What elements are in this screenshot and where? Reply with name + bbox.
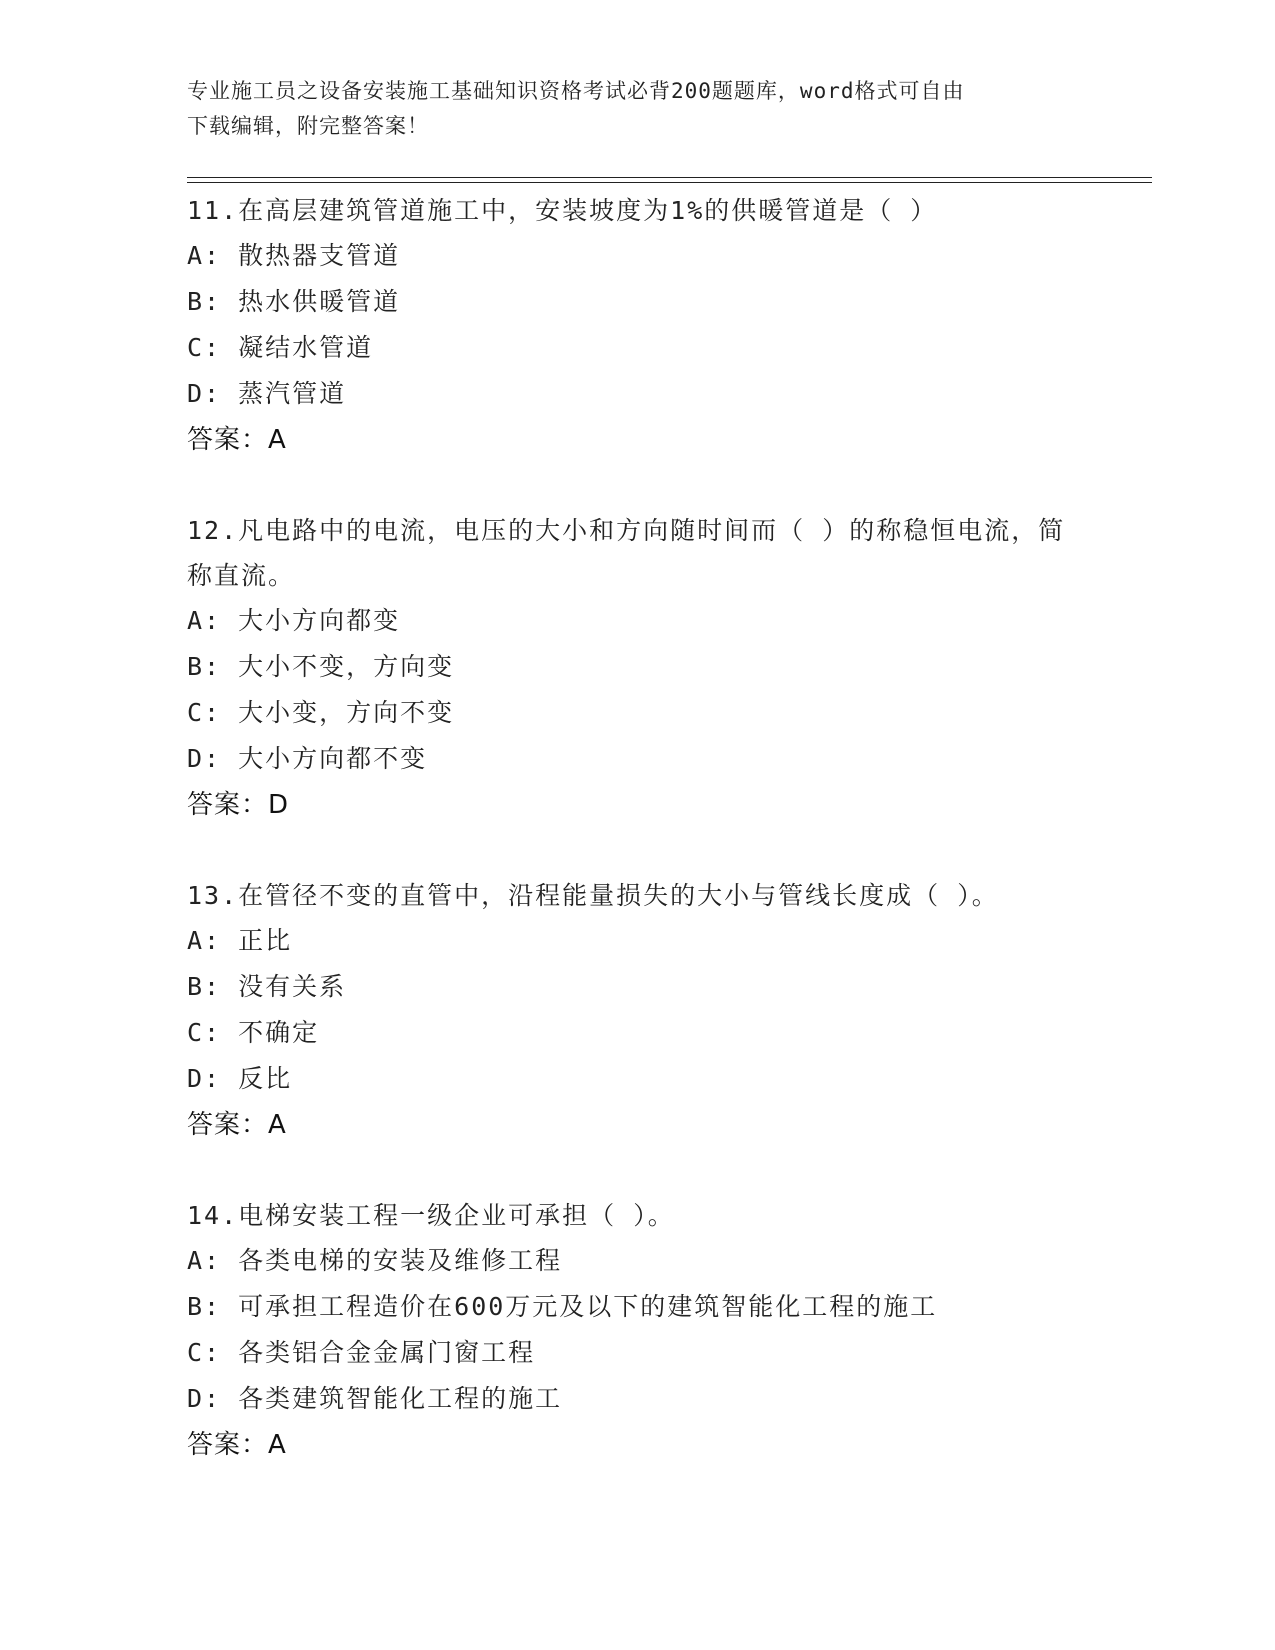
question-12 (187, 508, 1087, 828)
question-stem: 14.电梯安装工程一级企业可承担（ ）。 (187, 1201, 675, 1230)
option-c: C: 各类铝合金金属门窗工程 (187, 1338, 536, 1367)
option-b: B: 没有关系 (187, 972, 347, 1001)
option-b: B: 热水供暖管道 (187, 287, 401, 316)
header-line-2: 下载编辑，附完整答案！ (187, 114, 429, 138)
question-13 (187, 873, 1087, 1148)
question-stem: 13.在管径不变的直管中，沿程能量损失的大小与管线长度成（ ）。 (187, 881, 999, 910)
header-divider-bottom (187, 182, 1152, 183)
option-a: A: 大小方向都变 (187, 606, 401, 635)
answer: 答案：D (187, 790, 290, 820)
question-stem: 11.在高层建筑管道施工中，安装坡度为1%的供暖管道是（ ） (187, 196, 938, 225)
option-a: A: 正比 (187, 926, 293, 955)
option-a: A: 各类电梯的安装及维修工程 (187, 1246, 563, 1275)
option-c: C: 大小变，方向不变 (187, 698, 455, 727)
option-d: D: 各类建筑智能化工程的施工 (187, 1384, 563, 1413)
answer: 答案：A (187, 1430, 287, 1460)
question-11 (187, 188, 1087, 463)
option-b: B: 可承担工程造价在600万元及以下的建筑智能化工程的施工 (187, 1292, 938, 1321)
option-a: A: 散热器支管道 (187, 241, 401, 270)
option-d: D: 大小方向都不变 (187, 744, 428, 773)
header-line-1: 专业施工员之设备安装施工基础知识资格考试必背200题题库，word格式可自由 (187, 79, 965, 103)
option-d: D: 蒸汽管道 (187, 379, 347, 408)
question-stem: 12.凡电路中的电流，电压的大小和方向随时间而（ ）的称稳恒电流，简称直流。 (187, 516, 1066, 590)
option-d: D: 反比 (187, 1064, 293, 1093)
answer: 答案：A (187, 1110, 287, 1140)
option-c: C: 凝结水管道 (187, 333, 374, 362)
answer: 答案：A (187, 425, 287, 455)
document-header (187, 74, 1087, 144)
option-b: B: 大小不变，方向变 (187, 652, 455, 681)
question-14 (187, 1193, 1087, 1468)
option-c: C: 不确定 (187, 1018, 320, 1047)
header-divider-top (187, 177, 1152, 178)
